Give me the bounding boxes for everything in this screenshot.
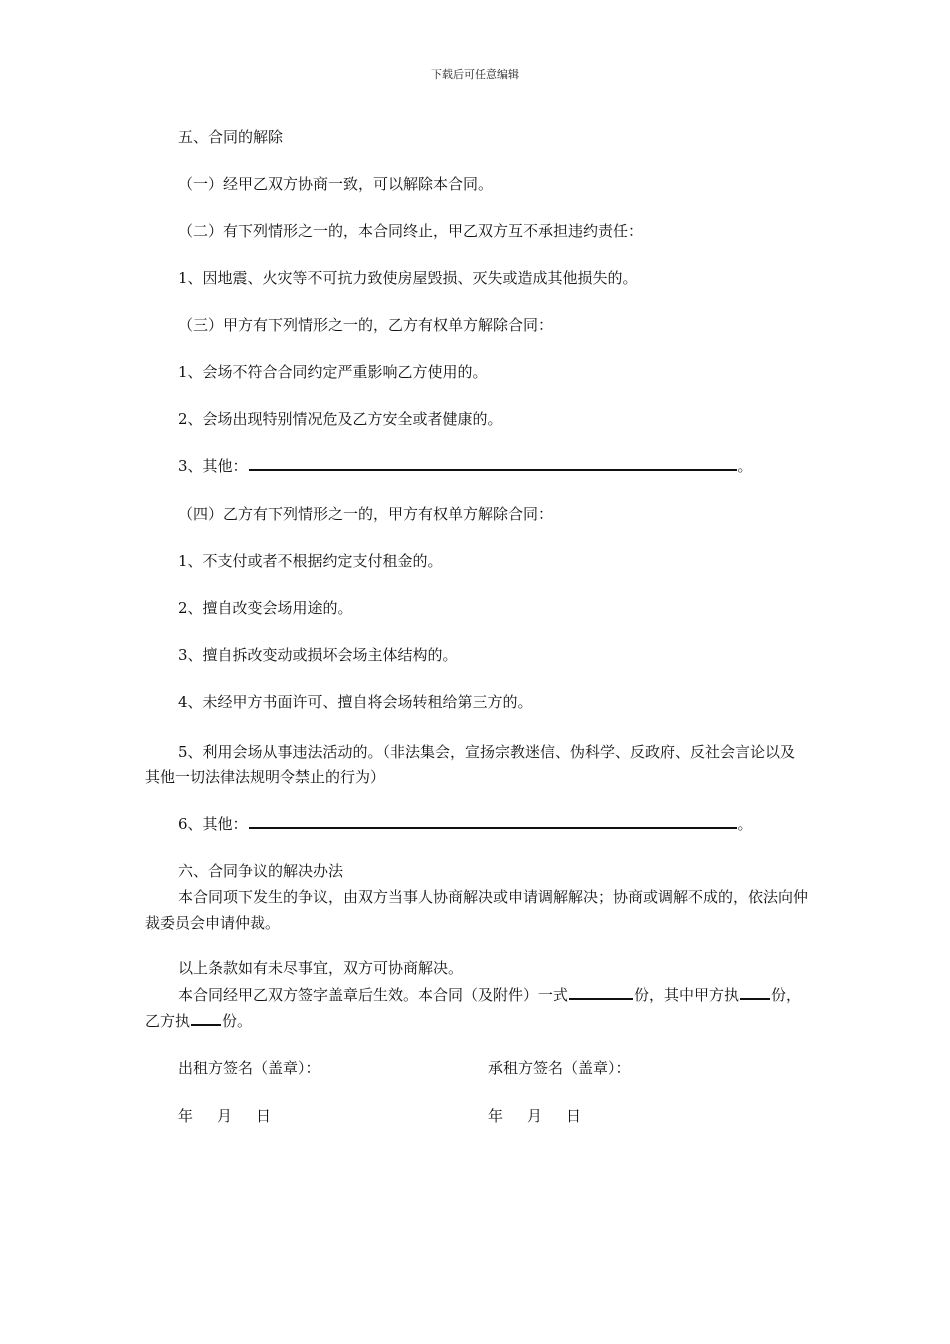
clause-5-2: （二）有下列情形之一的，本合同终止，甲乙双方互不承担违约责任： xyxy=(178,222,644,240)
lessor-date xyxy=(178,1105,295,1127)
item-prefix: 6、其他： xyxy=(178,815,248,833)
blank-line xyxy=(740,984,770,1000)
lessee-signature-label: 承租方签名（盖章）： xyxy=(488,1059,631,1077)
year-label: 年 xyxy=(178,1107,194,1125)
copies-text: 份，乙方执 xyxy=(145,986,802,1030)
clause-5-4-item-5: 5、利用会场从事违法活动的。（非法集会，宣扬宗教迷信、伪科学、反政府、反社会言论以及其他一切法律法规明令禁止的行为） xyxy=(145,743,796,786)
month-label: 月 xyxy=(217,1107,233,1125)
copies-text: 本合同经甲乙双方签字盖章后生效。本合同（及附件）一式 xyxy=(178,986,569,1004)
blank-line xyxy=(191,1010,221,1026)
period: 。 xyxy=(737,457,753,475)
clause-5-4-item-2: 2、擅自改变会场用途的。 xyxy=(178,599,353,617)
clause-5-3-item-1: 1、会场不符合合同约定严重影响乙方使用的。 xyxy=(178,363,488,381)
clause-6-3 xyxy=(145,982,810,1034)
day-label: 日 xyxy=(566,1107,582,1125)
clause-5-3: （三）甲方有下列情形之一的，乙方有权单方解除合同： xyxy=(178,316,554,334)
clause-5-4-item-3: 3、擅自拆改变动或损坏会场主体结构的。 xyxy=(178,646,458,664)
item-prefix: 3、其他： xyxy=(178,457,248,475)
clause-5-4-item-1: 1、不支付或者不根据约定支付租金的。 xyxy=(178,552,443,570)
blank-line xyxy=(249,813,737,829)
lessor-signature-label: 出租方签名（盖章）： xyxy=(178,1059,321,1077)
section-5-title: 五、合同的解除 xyxy=(178,128,284,146)
clause-5-1: （一）经甲乙双方协商一致，可以解除本合同。 xyxy=(178,175,494,193)
clause-5-4-item-6 xyxy=(178,813,753,835)
clause-6-2: 以上条款如有未尽事宜，双方可协商解决。 xyxy=(178,959,464,977)
clause-5-4: （四）乙方有下列情形之一的，甲方有权单方解除合同： xyxy=(178,505,554,523)
clause-5-2-item-1: 1、因地震、火灾等不可抗力致使房屋毁损、灭失或造成其他损失的。 xyxy=(178,269,638,287)
clause-5-4-item-4: 4、未经甲方书面许可、擅自将会场转租给第三方的。 xyxy=(178,693,533,711)
month-label: 月 xyxy=(527,1107,543,1125)
day-label: 日 xyxy=(256,1107,272,1125)
blank-line xyxy=(249,455,737,471)
clause-5-3-item-2: 2、会场出现特别情况危及乙方安全或者健康的。 xyxy=(178,410,503,428)
blank-line xyxy=(569,984,633,1000)
copies-text: 份。 xyxy=(222,1012,253,1030)
clause-6-1: 本合同项下发生的争议，由双方当事人协商解决或申请调解解决；协商或调解不成的，依法向仲裁委员会申请仲裁。 xyxy=(145,888,809,932)
clause-5-3-item-3 xyxy=(178,455,753,477)
lessee-date xyxy=(488,1105,605,1127)
period: 。 xyxy=(737,815,753,833)
year-label: 年 xyxy=(488,1107,504,1125)
page-header: 下载后可任意编辑 xyxy=(431,68,519,81)
section-6-title: 六、合同争议的解决办法 xyxy=(178,862,344,880)
copies-text: 份，其中甲方执 xyxy=(634,986,740,1004)
